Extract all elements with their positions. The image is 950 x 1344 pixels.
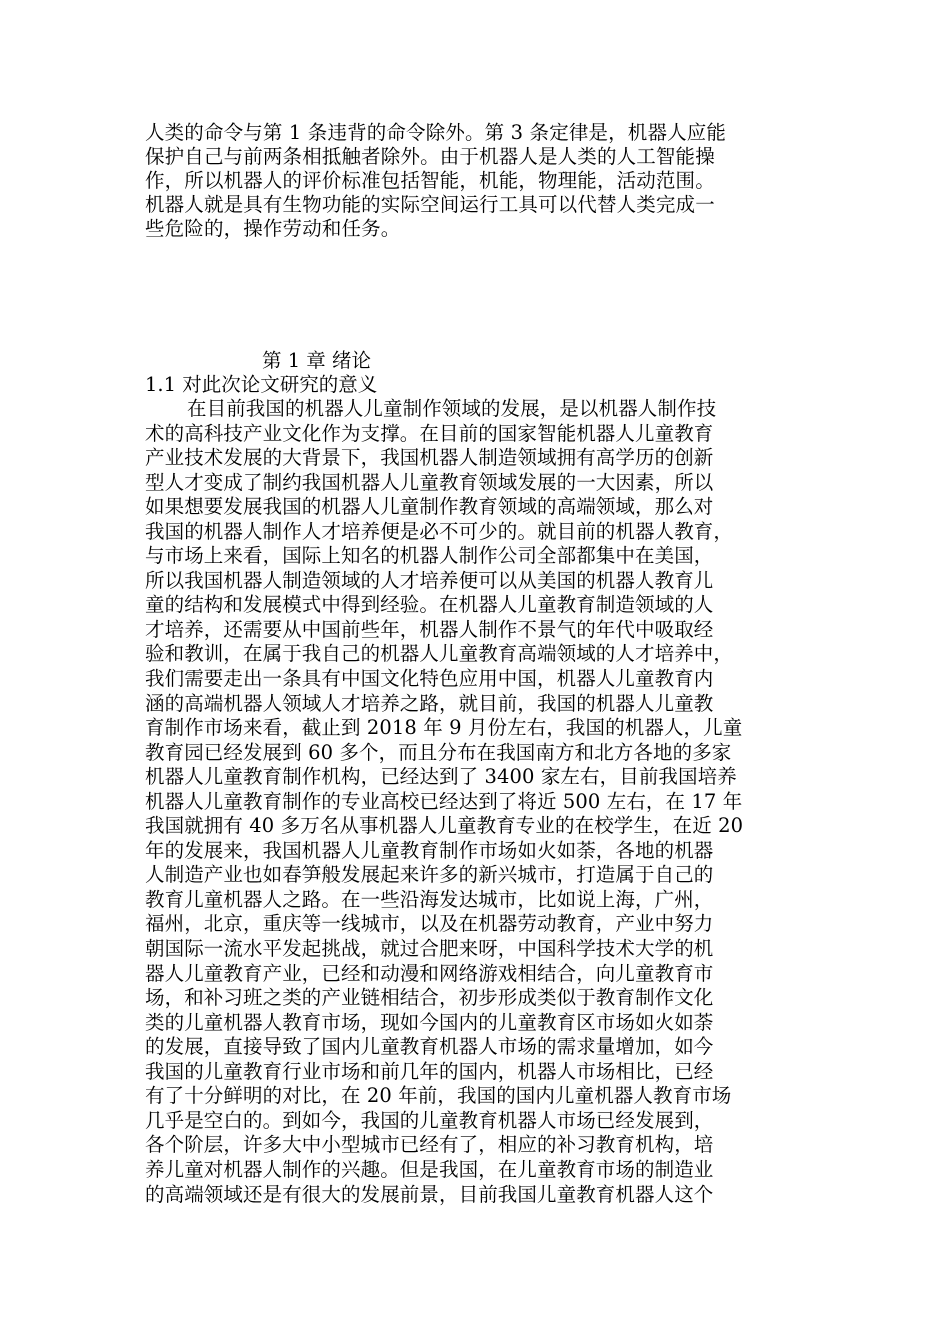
body-paragraph xyxy=(145,397,825,1207)
body-line: 教育儿童机器人之路。在一些沿海发达城市，比如说上海，广州， xyxy=(145,887,714,911)
body-line: 产业技术发展的大背景下，我国机器人制造领域拥有高学历的创新 xyxy=(145,446,714,470)
body-line: 型人才变成了制约我国机器人儿童教育领域发展的一大因素，所以 xyxy=(145,470,714,494)
body-line: 教育园已经发展到 60 多个，而且分布在我国南方和北方各地的多家 xyxy=(145,740,732,764)
body-line: 的高端领域还是有很大的发展前景，目前我国儿童教育机器人这个 xyxy=(145,1182,714,1206)
body-line: 所以我国机器人制造领域的人才培养便可以从美国的机器人教育儿 xyxy=(145,568,714,592)
intro-line-3: 作，所以机器人的评价标准包括智能，机能，物理能，活动范围。 xyxy=(145,169,715,192)
body-line: 场，和补习班之类的产业链相结合，初步形成类似于教育制作文化 xyxy=(145,986,714,1010)
body-line: 育制作市场来看，截止到 2018 年 9 月份左右，我国的机器人，儿童 xyxy=(145,716,743,740)
body-line: 机器人儿童教育制作机构，已经达到了 3400 家左右，目前我国培养 xyxy=(145,765,737,789)
body-line: 年的发展来，我国机器人儿童教育制作市场如火如荼，各地的机器 xyxy=(145,838,714,862)
body-line: 有了十分鲜明的对比，在 20 年前，我国的国内儿童机器人教育市场 xyxy=(145,1084,732,1108)
body-line: 在目前我国的机器人儿童制作领域的发展，是以机器人制作技 xyxy=(187,397,717,420)
body-line: 才培养，还需要从中国前些年，机器人制作不景气的年代中吸取经 xyxy=(145,617,714,641)
body-line: 术的高科技产业文化作为支撑。在目前的国家智能机器人儿童教育 xyxy=(145,421,714,445)
body-line: 养儿童对机器人制作的兴趣。但是我国，在儿童教育市场的制造业 xyxy=(145,1157,714,1181)
intro-line-5: 些危险的，操作劳动和任务。 xyxy=(145,217,401,240)
body-line: 我国就拥有 40 多万名从事机器人儿童教育专业的在校学生，在近 20 xyxy=(145,814,744,838)
body-line: 类的儿童机器人教育市场，现如今国内的儿童教育区市场如火如荼 xyxy=(145,1010,714,1034)
body-line: 机器人儿童教育制作的专业高校已经达到了将近 500 左右，在 17 年 xyxy=(145,789,743,813)
body-line: 的发展，直接导致了国内儿童教育机器人市场的需求量增加，如今 xyxy=(145,1035,714,1059)
body-line: 我国的机器人制作人才培养便是必不可少的。就目前的机器人教育， xyxy=(145,519,734,543)
chapter-heading: 第 1 章 绪论 xyxy=(262,349,372,372)
body-line: 几乎是空白的。到如今，我国的儿童教育机器人市场已经发展到， xyxy=(145,1108,714,1132)
body-line: 我们需要走出一条具有中国文化特色应用中国，机器人儿童教育内 xyxy=(145,667,714,691)
body-line: 与市场上来看，国际上知名的机器人制作公司全部都集中在美国， xyxy=(145,544,714,568)
intro-paragraph xyxy=(145,121,825,241)
body-line: 童的结构和发展模式中得到经验。在机器人儿童教育制造领域的人 xyxy=(145,593,714,617)
intro-line-1: 人类的命令与第 1 条违背的命令除外。第 3 条定律是，机器人应能 xyxy=(145,121,727,144)
body-line: 人制造产业也如春笋般发展起来许多的新兴城市，打造属于自己的 xyxy=(145,863,714,887)
intro-line-2: 保护自己与前两条相抵触者除外。由于机器人是人类的人工智能操 xyxy=(145,145,715,168)
body-line: 涵的高端机器人领域人才培养之路，就目前，我国的机器人儿童教 xyxy=(145,691,714,715)
body-line: 福州，北京，重庆等一线城市，以及在机器劳动教育，产业中努力 xyxy=(145,912,714,936)
section-heading: 1.1 对此次论文研究的意义 xyxy=(145,373,378,396)
body-line: 如果想要发展我国的机器人儿童制作教育领域的高端领域，那么对 xyxy=(145,495,714,519)
intro-line-4: 机器人就是具有生物功能的实际空间运行工具可以代替人类完成一 xyxy=(145,193,715,216)
body-line: 各个阶层，许多大中小型城市已经有了，相应的补习教育机构，培 xyxy=(145,1133,714,1157)
body-line: 我国的儿童教育行业市场和前几年的国内，机器人市场相比，已经 xyxy=(145,1059,714,1083)
body-line: 验和教训，在属于我自己的机器人儿童教育高端领域的人才培养中， xyxy=(145,642,734,666)
body-line: 器人儿童教育产业，已经和动漫和网络游戏相结合，向儿童教育市 xyxy=(145,961,714,985)
body-line: 朝国际一流水平发起挑战，就过合肥来呀，中国科学技术大学的机 xyxy=(145,937,714,961)
